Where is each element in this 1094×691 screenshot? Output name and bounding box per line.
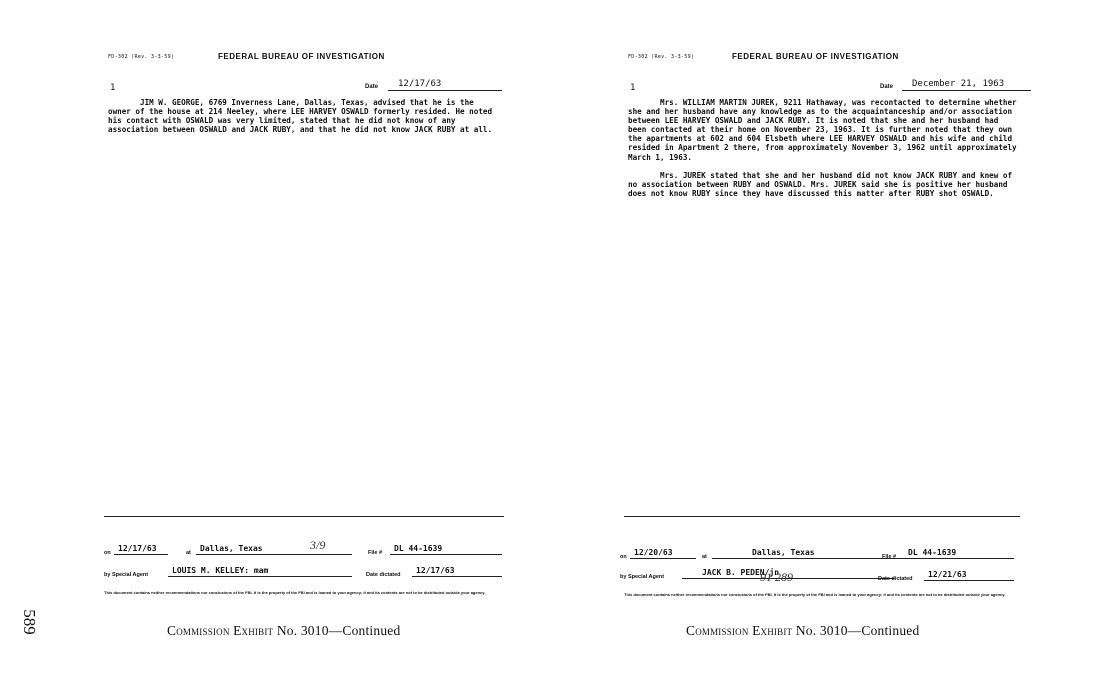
- file-label: File #: [368, 550, 383, 556]
- caption-number: No. 3010—Continued: [276, 623, 401, 638]
- interview-date: 12/20/63: [630, 548, 696, 559]
- form-id: FD-302 (Rev. 3-3-59): [108, 54, 175, 60]
- caption-prefix: Commission Exhibit: [167, 623, 274, 638]
- fbi-form-left: [100, 40, 510, 640]
- report-body: [628, 98, 1018, 207]
- disclaimer: This document contains neither recommendations nor conclusions of the FBI. It is the property of the FBI and is loaned to your agency; it and its contents are not to be distributed outside your agency.: [624, 592, 1006, 597]
- handwritten-mark: 3/9: [310, 538, 326, 552]
- agency-header: FEDERAL BUREAU OF INVESTIGATION: [732, 52, 899, 61]
- divider: [624, 516, 1020, 517]
- report-paragraph: Mrs. WILLIAM MARTIN JUREK, 9211 Hathaway, was recontacted to determine whether she and her husband have any knowledge as to the acquaintanceship and/or association between LEE HARVEY OSWALD and JACK RUBY. It is noted that she and her husband had been contacted at their home on November 23, 1963. It is further noted that they own the apartments at 602 and 604 Elsbeth where LEE HARVEY OSWALD and his wife and child resided in Apartment 2 there, from approximately November 3, 1962 until approximately March 1, 1963.: [628, 98, 1017, 162]
- interview-place: Dallas, Texas: [196, 544, 352, 555]
- agent-label: by Special Agent: [104, 572, 149, 578]
- report-body: [108, 98, 498, 143]
- page-indicator: 1: [110, 83, 116, 93]
- date-dictated: 12/21/63: [924, 570, 1014, 581]
- page-number: 589: [19, 609, 39, 635]
- file-label: File #: [882, 554, 897, 560]
- report-paragraph: Mrs. JUREK stated that she and her husband did not know JACK RUBY and knew of no association between RUBY and OSWALD. Mrs. JUREK said she is positive her husband does not know RUBY since they have discussed this matter after RUBY shot OSWALD.: [628, 170, 1013, 198]
- dictated-label: Date dictated: [366, 572, 401, 578]
- report-paragraph: JIM W. GEORGE, 6769 Inverness Lane, Dallas, Texas, advised that he is the owner of the house at 214 Neeley, where LEE HARVEY OSWALD formerly resided. He noted his contact with OSWALD was very limited, stated that he did not know of any association between OSWALD and JACK RUBY, and that he did not know JACK RUBY at all.: [108, 98, 493, 135]
- form-id: FD-302 (Rev. 3-3-59): [628, 54, 695, 60]
- at-label: at: [702, 554, 707, 560]
- date-value: December 21, 1963: [902, 79, 1031, 91]
- page-indicator: 1: [630, 83, 636, 93]
- on-label: on: [104, 550, 111, 556]
- dictated-label: Date dictated: [878, 576, 913, 582]
- agency-header: FEDERAL BUREAU OF INVESTIGATION: [218, 52, 385, 61]
- caption-number: No. 3010—Continued: [795, 623, 920, 638]
- interview-place: Dallas, Texas: [712, 548, 914, 559]
- agent-label: by Special Agent: [620, 574, 665, 580]
- fbi-form-right: [620, 40, 1040, 640]
- special-agent: JACK B. PEDEN/jn: [682, 568, 894, 579]
- date-value: 12/17/63: [388, 79, 502, 91]
- exhibit-caption: [167, 623, 400, 639]
- divider: [104, 516, 504, 517]
- caption-prefix: Commission Exhibit: [686, 623, 793, 638]
- file-number: DL 44-1639: [904, 548, 1014, 559]
- at-label: at: [186, 550, 191, 556]
- special-agent: LOUIS M. KELLEY: mam: [168, 566, 352, 577]
- on-label: on: [620, 554, 627, 560]
- date-label: Date: [880, 84, 894, 90]
- interview-date: 12/17/63: [114, 544, 168, 555]
- disclaimer: This document contains neither recommendations nor conclusions of the FBI. It is the property of the FBI and is loaned to your agency; it and its contents are not to be distributed outside your agency.: [104, 590, 486, 595]
- handwritten-mark: 91 289: [760, 570, 793, 584]
- date-label: Date: [365, 84, 379, 90]
- exhibit-caption: [686, 623, 919, 639]
- file-number: DL 44-1639: [390, 544, 502, 555]
- date-dictated: 12/17/63: [412, 566, 502, 577]
